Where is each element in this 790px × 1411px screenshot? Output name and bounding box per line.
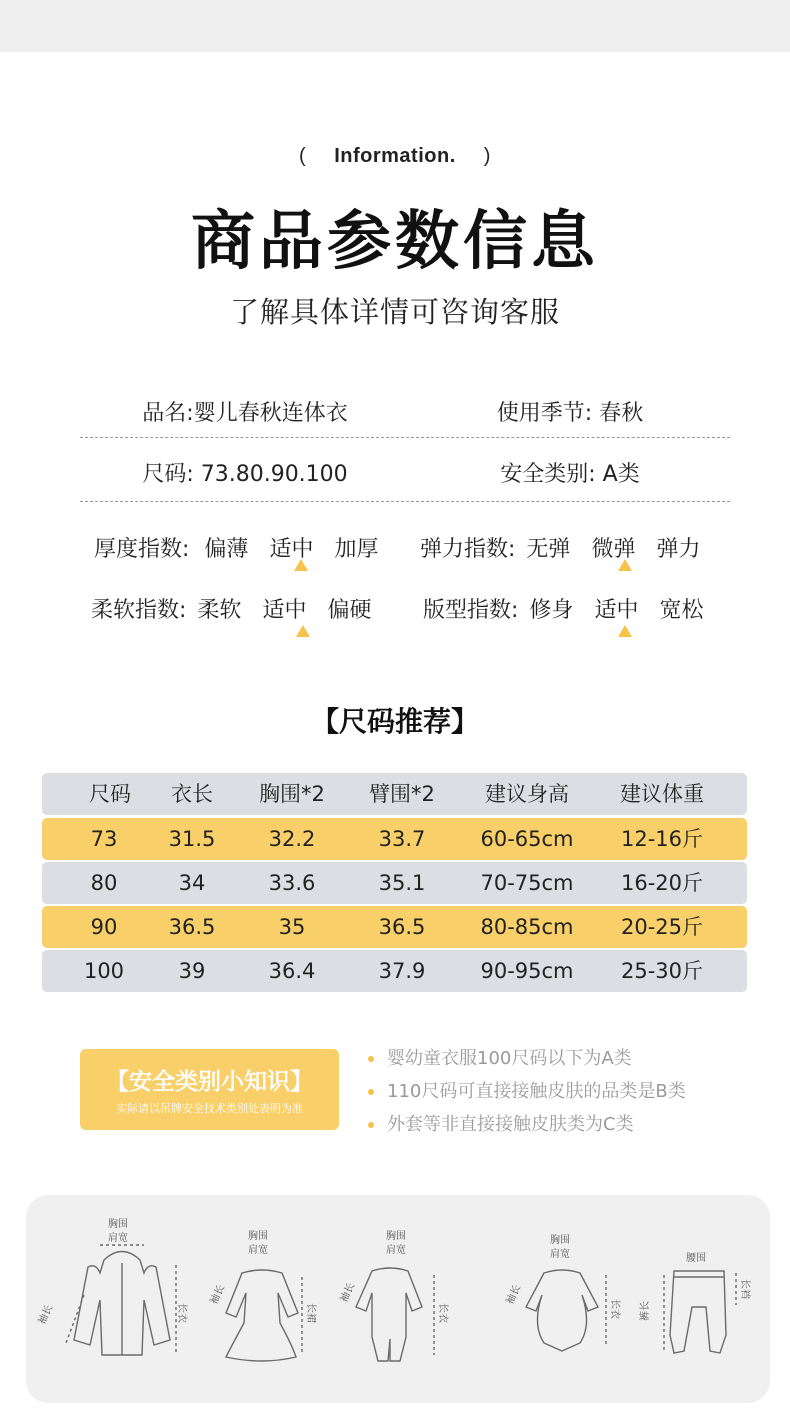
table-cell: 37.9 <box>378 959 426 983</box>
header-cell: 臂围*2 <box>369 782 435 806</box>
diagram-label: 肩宽 <box>248 1245 268 1256</box>
diagram-label: 肩宽 <box>386 1245 406 1256</box>
index-label: 弹力指数: <box>420 537 516 562</box>
diagram-label: 袖长 <box>208 1283 228 1307</box>
table-row <box>42 862 747 904</box>
table-cell: 32.2 <box>268 827 316 851</box>
selected-marker-icon <box>618 559 632 571</box>
diagram-label: 长衣 <box>437 1303 448 1323</box>
index-option: 偏硬 <box>327 598 372 623</box>
index-option-selected: 适中 <box>594 598 639 623</box>
table-cell: 90 <box>90 915 118 939</box>
diagram-label: 肩宽 <box>108 1233 128 1244</box>
thickness-index <box>94 532 378 563</box>
table-cell: 12-16斤 <box>620 827 704 851</box>
diagram-label: 胸围 <box>248 1231 268 1242</box>
table-cell: 34 <box>178 871 206 895</box>
bullet-icon <box>368 1056 374 1062</box>
pants-icon <box>664 1271 736 1353</box>
tip-text: 外套等非直接接触皮肤类为C类 <box>387 1114 634 1135</box>
bodysuit-icon <box>526 1270 606 1351</box>
index-option: 加厚 <box>334 537 379 562</box>
paren-open: ( <box>299 145 307 167</box>
index-option-selected: 微弹 <box>591 537 636 562</box>
index-option: 偏薄 <box>204 537 249 562</box>
table-cell: 73 <box>90 827 118 851</box>
page-subtitle: 了解具体详情可咨询客服 <box>229 295 560 329</box>
dress-icon <box>226 1270 302 1361</box>
diagram-label: 胸围 <box>108 1219 128 1230</box>
table-cell: 33.7 <box>378 827 426 851</box>
index-option: 宽松 <box>659 598 704 623</box>
diagram-label: 长裆 <box>739 1279 750 1299</box>
fit-index <box>423 593 703 624</box>
bullet-icon <box>368 1122 374 1128</box>
info-text: Information. <box>334 145 456 167</box>
index-label: 厚度指数: <box>94 537 190 562</box>
header-cell: 尺码 <box>89 782 131 806</box>
list-item <box>368 1046 686 1079</box>
index-option: 无弹 <box>526 537 571 562</box>
table-row <box>42 906 747 948</box>
table-cell: 39 <box>178 959 206 983</box>
romper-icon <box>356 1268 434 1361</box>
safety-tips-list <box>368 1046 686 1145</box>
header-cell: 胸围*2 <box>259 782 325 806</box>
table-cell: 36.5 <box>168 915 216 939</box>
diagram-label: 袖长 <box>338 1281 358 1305</box>
table-cell: 35.1 <box>378 871 426 895</box>
list-item <box>368 1112 686 1145</box>
safety-knowledge-box <box>80 1049 339 1130</box>
table-cell: 31.5 <box>168 827 216 851</box>
dashed-divider <box>80 437 730 438</box>
table-cell: 90-95cm <box>480 959 574 983</box>
page-title: 商品参数信息 <box>191 205 599 279</box>
diagram-label: 裤长 <box>640 1301 651 1321</box>
softness-index <box>91 593 371 624</box>
index-option: 修身 <box>529 598 574 623</box>
index-label: 柔软指数: <box>91 598 187 623</box>
jacket-icon <box>66 1245 176 1355</box>
tip-text: 110尺码可直接接触皮肤的品类是B类 <box>387 1081 686 1102</box>
size-table-header <box>42 773 747 815</box>
paren-close: ) <box>483 145 491 167</box>
measurement-diagram <box>26 1195 770 1403</box>
product-name: 品名:婴儿春秋连体衣 <box>142 401 348 426</box>
table-cell: 80-85cm <box>480 915 574 939</box>
diagram-label: 胸围 <box>386 1231 406 1242</box>
table-cell: 60-65cm <box>480 827 574 851</box>
selected-marker-icon <box>294 559 308 571</box>
table-cell: 80 <box>90 871 118 895</box>
dashed-divider <box>80 501 730 502</box>
info-english-heading <box>0 145 790 168</box>
table-cell: 16-20斤 <box>620 871 704 895</box>
diagram-label: 长衣 <box>176 1303 187 1323</box>
safety-category: 安全类别: A类 <box>500 462 640 487</box>
table-cell: 25-30斤 <box>620 959 704 983</box>
diagram-label: 长裙 <box>305 1303 316 1323</box>
selected-marker-icon <box>296 625 310 637</box>
table-cell: 36.4 <box>268 959 316 983</box>
elasticity-index <box>420 532 700 563</box>
diagram-label: 胸围 <box>550 1235 570 1246</box>
list-item <box>368 1079 686 1112</box>
index-option: 柔软 <box>197 598 242 623</box>
header-cell: 衣长 <box>171 782 213 806</box>
table-row <box>42 818 747 860</box>
table-cell: 33.6 <box>268 871 316 895</box>
diagram-label: 腰围 <box>686 1253 706 1264</box>
table-row <box>42 950 747 992</box>
header-cell: 建议身高 <box>485 782 569 806</box>
safety-knowledge-note: 实际请以吊牌安全技术类别处表明为准 <box>116 1102 303 1115</box>
season: 使用季节: 春秋 <box>496 401 644 426</box>
header-cell: 建议体重 <box>620 782 704 806</box>
diagram-label: 袖长 <box>504 1283 524 1307</box>
top-gray-band <box>0 0 790 52</box>
selected-marker-icon <box>618 625 632 637</box>
table-cell: 100 <box>83 959 125 983</box>
table-cell: 70-75cm <box>480 871 574 895</box>
index-option-selected: 适中 <box>269 537 314 562</box>
table-cell: 36.5 <box>378 915 426 939</box>
sizes: 尺码: 73.80.90.100 <box>142 462 348 487</box>
diagram-label: 肩宽 <box>550 1249 570 1260</box>
diagram-label: 袖长 <box>36 1303 56 1327</box>
table-cell: 20-25斤 <box>620 915 704 939</box>
index-label: 版型指数: <box>423 598 519 623</box>
bullet-icon <box>368 1089 374 1095</box>
safety-knowledge-title: 【安全类别小知识】 <box>106 1069 313 1095</box>
tip-text: 婴幼童衣服100尺码以下为A类 <box>387 1048 632 1069</box>
size-recommend-title: 【尺码推荐】 <box>310 705 479 738</box>
diagram-label: 长衣 <box>609 1299 620 1319</box>
table-cell: 35 <box>278 915 306 939</box>
index-option-selected: 适中 <box>262 598 307 623</box>
index-option: 弹力 <box>656 537 701 562</box>
